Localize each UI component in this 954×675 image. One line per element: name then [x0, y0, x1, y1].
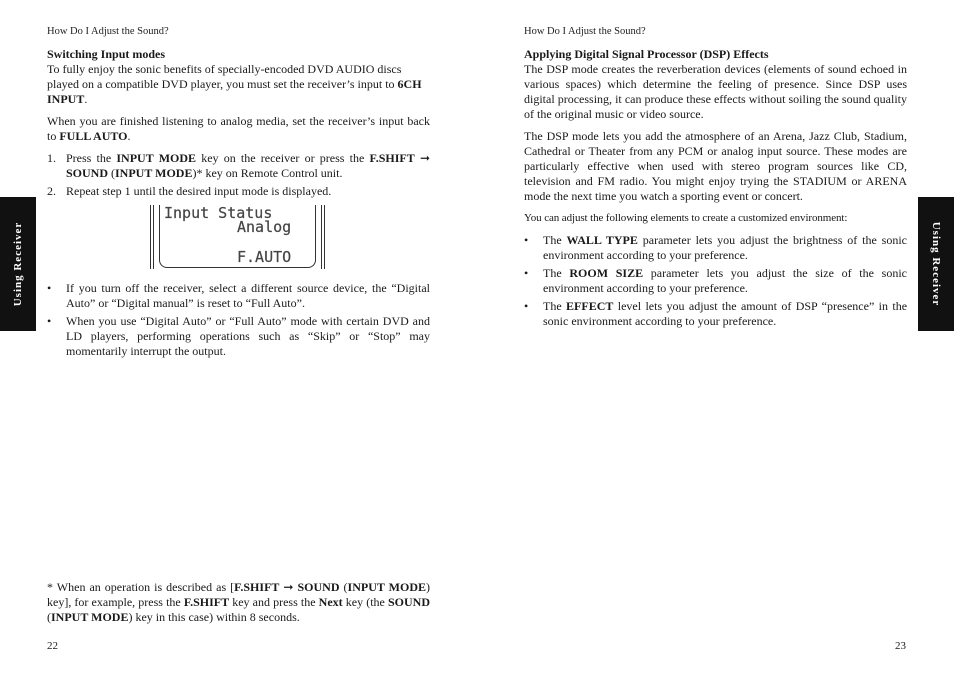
- steps-list: [47, 151, 430, 199]
- section-title: Applying Digital Signal Processor (DSP) Effects: [524, 47, 769, 61]
- key-label: 6CH INPUT: [47, 77, 422, 106]
- running-head: How Do I Adjust the Sound?: [47, 26, 169, 37]
- list-item: • The WALL TYPE parameter lets you adjust the brightness of the sonic environment according to your preference.: [524, 233, 907, 262]
- page-number: 23: [895, 640, 906, 652]
- footnote: * When an operation is described as [F.SHIFT ➞ SOUND (INPUT MODE) key], for example, press the F.SHIFT key and press the Next key (the SOUND (INPUT MODE) key in this case) within 8 seconds.: [47, 580, 430, 624]
- display-line: Input Status: [164, 204, 273, 222]
- display-line: F.AUTO: [237, 248, 292, 266]
- paragraph: You can adjust the following elements to create a customized environment:: [524, 212, 848, 224]
- paragraph: To fully enjoy the sonic benefits of specially-encoded DVD AUDIO discs played on a compatible DVD player, you must set the receiver’s input to 6CH INPUT.: [47, 62, 422, 106]
- bullet-list: [47, 281, 430, 359]
- key-label: FULL AUTO: [59, 129, 128, 143]
- list-item: • The ROOM SIZE parameter lets you adjust the size of the sonic environment according to your preference.: [524, 266, 907, 295]
- side-tab: Using Receiver: [0, 197, 36, 331]
- right-page: [477, 0, 954, 675]
- section-title: Switching Input modes: [47, 47, 166, 61]
- bullet-list: [524, 233, 907, 329]
- list-item: 2. Repeat step 1 until the desired input mode is displayed.: [47, 184, 332, 198]
- right-content: [524, 47, 907, 332]
- list-item: • The EFFECT level lets you adjust the amount of DSP “presence” in the sonic environment according to your preference.: [524, 299, 908, 328]
- paragraph: The DSP mode creates the reverberation devices (elements of sound echoed in various spaces) which determine the feeling of presence. Since DSP uses digital processing, it can produce these effects without soiling the sound quality of the original music or video source.: [524, 62, 907, 121]
- paragraph: The DSP mode lets you add the atmosphere of an Arena, Jazz Club, Stadium, Cathedral or Theater from any PCM or analog input source. These modes are particularly effective when used with stereo program sources like CD, television and FM radio. You might enjoy trying the STADIUM or ARENA mode the next time you watch a sporting event or concert.: [524, 129, 907, 203]
- left-content: [47, 47, 430, 362]
- running-head: How Do I Adjust the Sound?: [524, 26, 646, 37]
- side-tab: Using Receiver: [918, 197, 954, 331]
- page-number: 22: [47, 640, 58, 652]
- display-line: Analog: [237, 218, 292, 236]
- display-panel: [150, 205, 325, 269]
- list-item: • When you use “Digital Auto” or “Full Auto” mode with certain DVD and LD players, performing operations such as “Skip” or “Stop” may momentarily interrupt the output.: [47, 314, 430, 358]
- list-item: 1. Press the INPUT MODE key on the receiver or press the F.SHIFT ➞ SOUND (INPUT MODE)* key on Remote Control unit.: [47, 151, 430, 180]
- paragraph: When you are finished listening to analog media, set the receiver’s input back to FULL AUTO.: [47, 114, 430, 143]
- list-item: • If you turn off the receiver, select a different source device, the “Digital Auto” or “Digital manual” is reset to “Full Auto”.: [47, 281, 430, 310]
